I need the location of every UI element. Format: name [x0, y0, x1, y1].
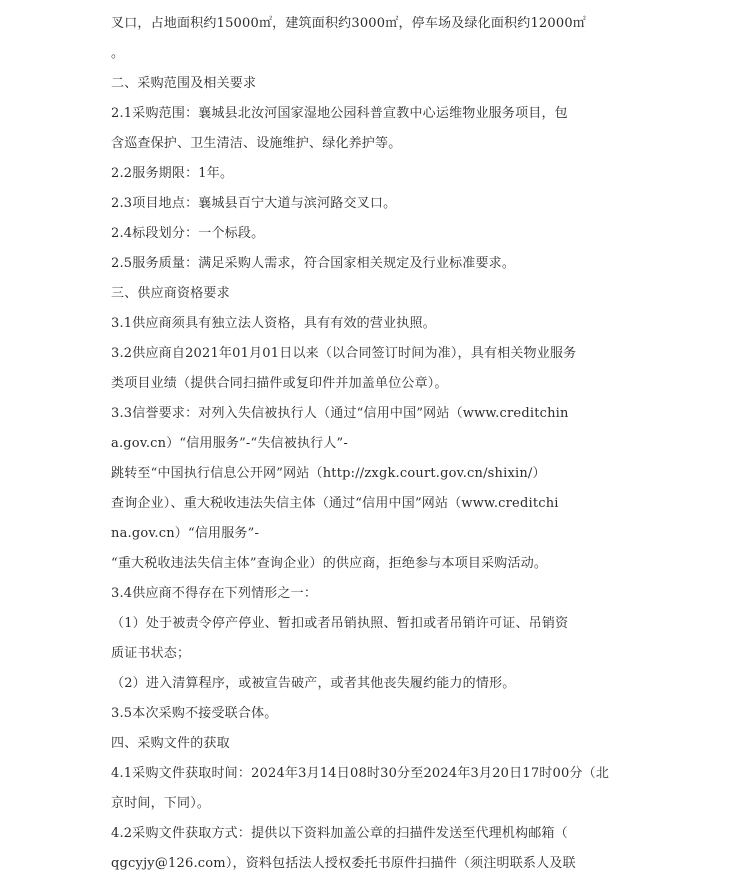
text-line: 质证书状态；	[111, 646, 191, 661]
text-line: 类项目业绩（提供合同扫描件或复印件并加盖单位公章）。	[111, 376, 448, 391]
text-line: 跳转至“中国执行信息公开网”网站（http://zxgk.court.gov.cn/shixin/）	[111, 466, 546, 481]
text-line: （2）进入清算程序，或被宣告破产，或者其他丧失履约能力的情形。	[111, 676, 516, 691]
text-line: 3.1供应商须具有独立法人资格，具有有效的营业执照。	[111, 316, 436, 331]
section-heading: 四、采购文件的获取	[111, 736, 230, 751]
text-line: 叉口，占地面积约15000㎡，建筑面积约3000㎡，停车场及绿化面积约12000㎡	[111, 16, 586, 31]
text-line: 2.2服务期限：1年。	[111, 166, 234, 181]
text-line: 2.1采购范围：襄城县北汝河国家湿地公园科普宣教中心运维物业服务项目，包	[111, 106, 568, 121]
text-line: 。	[111, 46, 125, 61]
text-line: 4.1采购文件获取时间：2024年3月14日08时30分至2024年3月20日17时00分（北	[111, 766, 610, 781]
text-line: 3.4供应商不得存在下列情形之一：	[111, 586, 318, 601]
section-heading: 二、采购范围及相关要求	[111, 76, 257, 91]
text-line: 2.4标段划分：一个标段。	[111, 226, 265, 241]
text-line: qgcyjy@126.com），资料包括法人授权委托书原件扫描件（须注明联系人及联	[111, 856, 576, 871]
text-line: 3.5本次采购不接受联合体。	[111, 706, 278, 721]
text-line: 2.3项目地点：襄城县百宁大道与滨河路交叉口。	[111, 196, 397, 211]
text-line: 2.5服务质量：满足采购人需求，符合国家相关规定及行业标准要求。	[111, 256, 516, 271]
text-line: 查询企业）、重大税收违法失信主体（通过“信用中国”网站（www.creditchi	[111, 496, 559, 511]
text-line: na.gov.cn）“信用服务”-	[111, 526, 260, 541]
text-line: 3.2供应商自2021年01月01日以来（以合同签订时间为准），具有相关物业服务	[111, 346, 577, 361]
text-line: a.gov.cn）“信用服务”-“失信被执行人”-	[111, 436, 348, 451]
section-heading: 三、供应商资格要求	[111, 286, 230, 301]
text-line: （1）处于被责令停产停业、暂扣或者吊销执照、暂扣或者吊销许可证、吊销资	[111, 616, 569, 631]
text-line: 4.2采购文件获取方式：提供以下资料加盖公章的扫描件发送至代理机构邮箱（	[111, 826, 568, 841]
text-line: 3.3信誉要求：对列入失信被执行人（通过“信用中国”网站（www.creditchin	[111, 406, 569, 421]
text-line: “重大税收违法失信主体”查询企业）的供应商，拒绝参与本项目采购活动。	[111, 556, 548, 571]
text-line: 京时间，下同）。	[111, 796, 211, 811]
text-line: 含巡查保护、卫生清洁、设施维护、绿化养护等。	[111, 136, 402, 151]
